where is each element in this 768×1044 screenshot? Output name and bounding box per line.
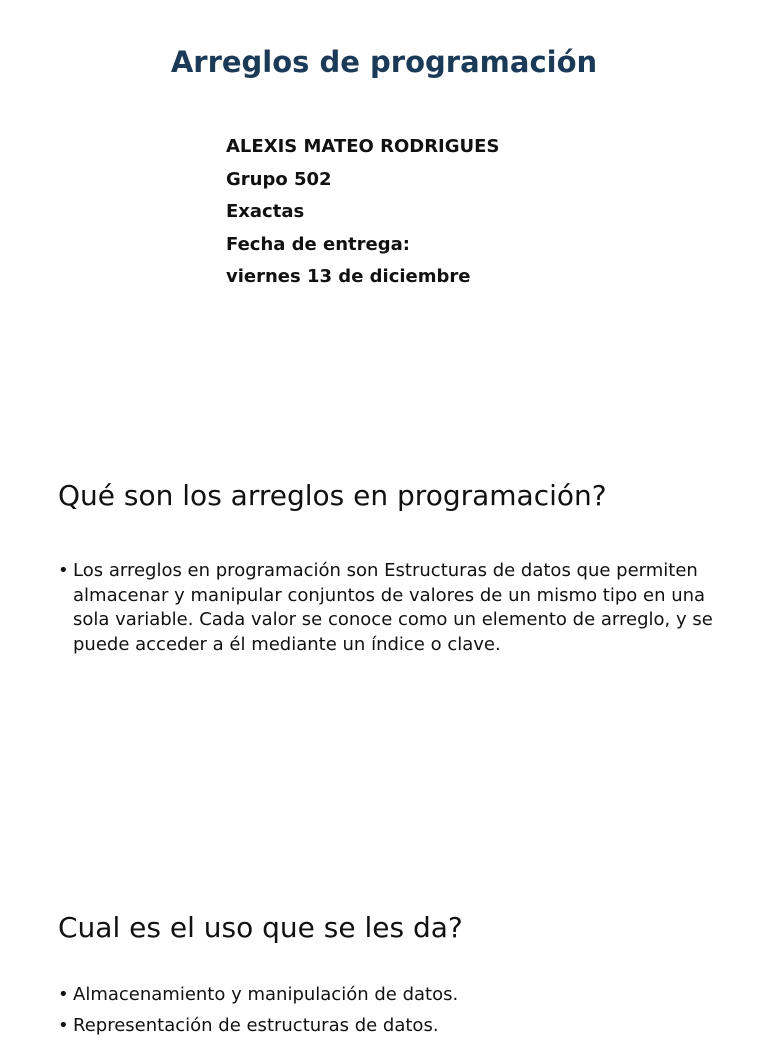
subject-label: Exactas	[226, 201, 305, 222]
author-info-block	[226, 131, 499, 294]
due-date-value: viernes 13 de diciembre	[226, 266, 471, 287]
bullet-dot-icon: •	[58, 984, 69, 1005]
author-name: ALEXIS MATEO RODRIGUES	[226, 136, 500, 157]
section-heading-uses: Cual es el uso que se les da?	[58, 911, 463, 944]
bullet-dot-icon: •	[58, 1014, 69, 1036]
bullet-item	[58, 983, 726, 1008]
bullet-item	[58, 559, 726, 657]
due-date-label: Fecha de entrega:	[226, 233, 410, 255]
section-heading-what-are-arrays: Qué son los arreglos en programación?	[58, 479, 607, 512]
bullet-text: Representación de estructuras de datos.	[73, 1014, 439, 1036]
bullet-list-uses	[58, 983, 726, 1044]
bullet-text: Almacenamiento y manipulación de datos.	[73, 984, 459, 1005]
group-label: Grupo 502	[226, 168, 332, 190]
bullet-dot-icon: •	[58, 560, 69, 581]
bullet-list-definition	[58, 559, 726, 657]
bullet-text: Los arreglos en programación son Estructuras de datos que permiten almacenar y manipular conjuntos de valores de un mismo tipo en una sola variable. Cada valor se conoce como un elemento de arreglo, y se puede acceder a él mediante un índice o clave.	[73, 560, 713, 655]
document-title: Arreglos de programación	[170, 45, 598, 79]
bullet-item	[58, 1014, 726, 1039]
